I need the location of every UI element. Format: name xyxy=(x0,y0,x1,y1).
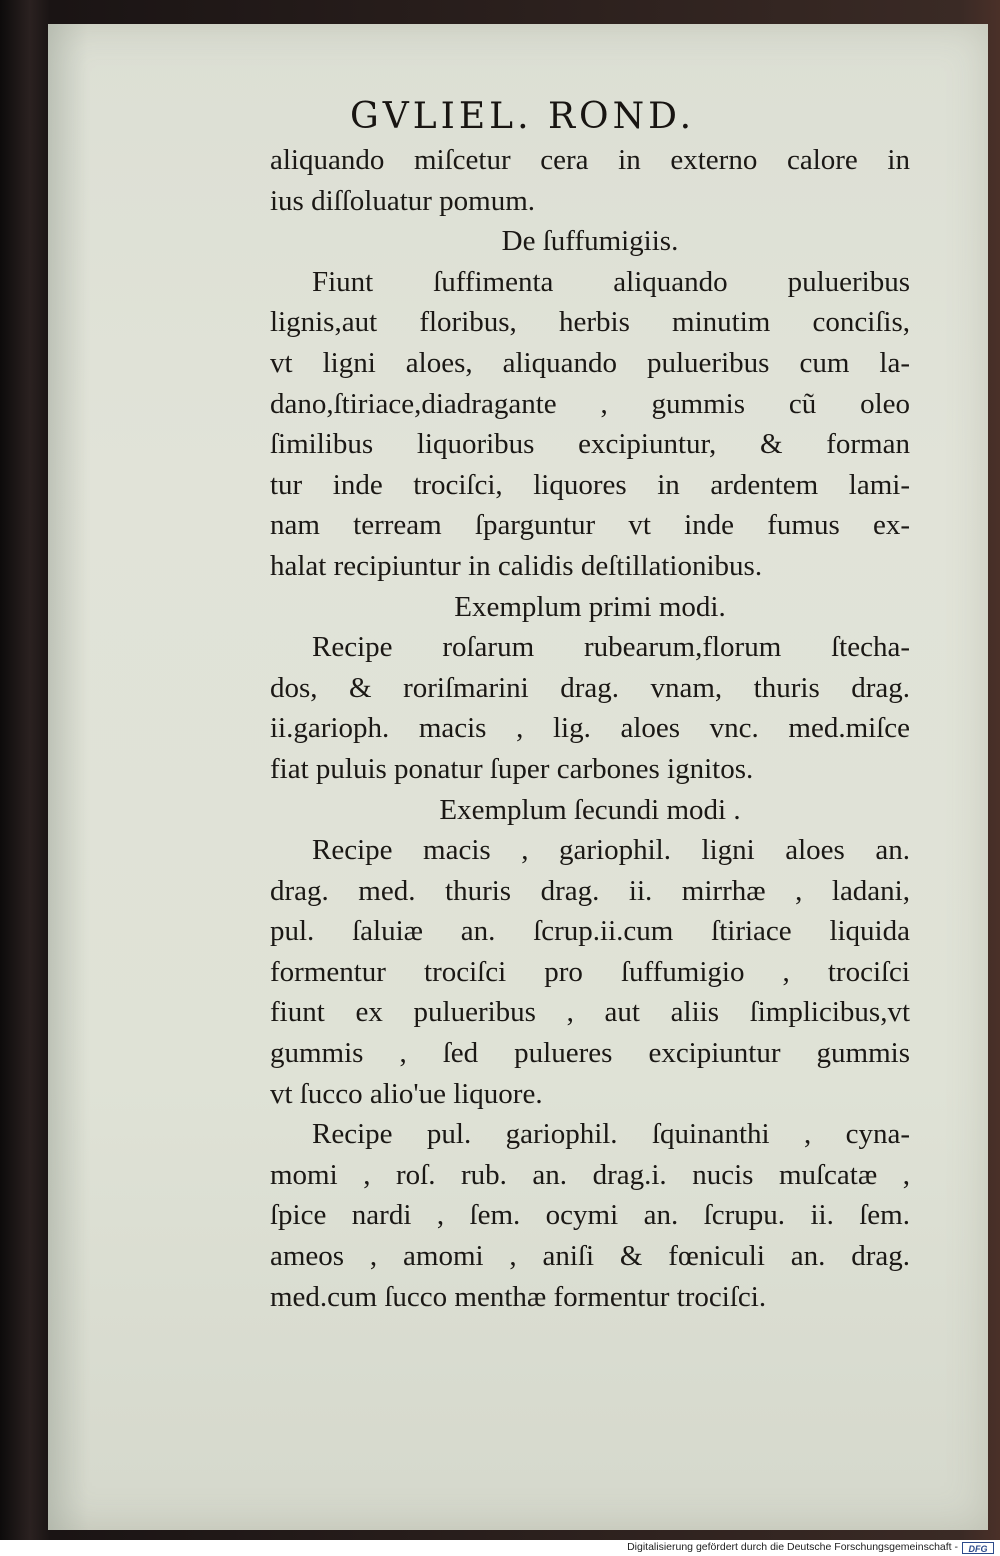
text-line: nam terream ſparguntur vt inde fumus ex- xyxy=(270,509,910,542)
text-line: Recipe pul. gariophil. ſquinanthi , cyna- xyxy=(312,1118,910,1151)
text-line: ameos , amomi , aniſi & fœniculi an. drag. xyxy=(270,1240,910,1273)
text-line: drag. med. thuris drag. ii. mirrhæ , ladani, xyxy=(270,874,910,907)
running-title: GVLIEL. ROND. xyxy=(350,96,696,137)
text-line: formentur trociſci pro ſuffumigio , trociſci xyxy=(270,955,910,988)
text-line: fiunt ex pulueribus , aut aliis ſimplicibus,vt xyxy=(270,996,910,1029)
text-line: aliquando miſcetur cera in externo calore in xyxy=(270,144,910,176)
text-line: vt ligni aloes, aliquando pulueribus cum la- xyxy=(270,346,910,379)
text-line: halat recipiuntur in calidis deſtillationibus. xyxy=(270,549,763,582)
text-line: lignis,aut floribus, herbis minutim conciſis, xyxy=(270,306,910,339)
text-line: Exemplum ſecundi modi . xyxy=(439,793,741,826)
text-line: vt ſucco alio'ue liquore. xyxy=(270,1077,543,1110)
text-line: Exemplum primi modi. xyxy=(454,590,726,623)
funding-note: Digitalisierung gefördert durch die Deutsche Forschungsgemeinschaft - xyxy=(627,1541,958,1553)
text-line: ſpice nardi , ſem. ocymi an. ſcrupu. ii. ſem. xyxy=(270,1199,910,1232)
text-line: ſimilibus liquoribus excipiuntur, & forman xyxy=(270,428,910,461)
dfg-logo: DFG xyxy=(962,1542,994,1554)
text-line: dos, & roriſmarini drag. vnam, thuris drag. xyxy=(270,671,910,704)
text-line: ius diſſoluatur pomum. xyxy=(270,184,536,217)
text-line: Recipe roſarum rubearum,florum ſtecha- xyxy=(312,631,910,664)
text-line: Recipe macis , gariophil. ligni aloes an. xyxy=(312,834,910,867)
footer-bar xyxy=(0,1540,1000,1556)
text-line: med.cum ſucco menthæ formentur trociſci. xyxy=(270,1280,767,1313)
text-line: momi , roſ. rub. an. drag.i. nucis muſcatæ , xyxy=(270,1158,910,1191)
text-line: Fiunt ſuffimenta aliquando pulueribus xyxy=(312,265,910,298)
text-line: gummis , ſed pulueres excipiuntur gummis xyxy=(270,1037,910,1070)
text-line: dano,ſtiriace,diadragante , gummis cũ oleo xyxy=(270,387,910,420)
text-line: tur inde trociſci, liquores in ardentem lami- xyxy=(270,468,910,501)
text-line: ii.garioph. macis , lig. aloes vnc. med.miſce xyxy=(270,712,910,745)
text-line: De ſuffumigiis. xyxy=(501,225,679,258)
page-text xyxy=(270,140,910,1317)
text-line: fiat puluis ponatur ſuper carbones ignitos. xyxy=(270,752,754,785)
text-line: pul. ſaluiæ an. ſcrup.ii.cum ſtiriace liquida xyxy=(270,915,910,948)
